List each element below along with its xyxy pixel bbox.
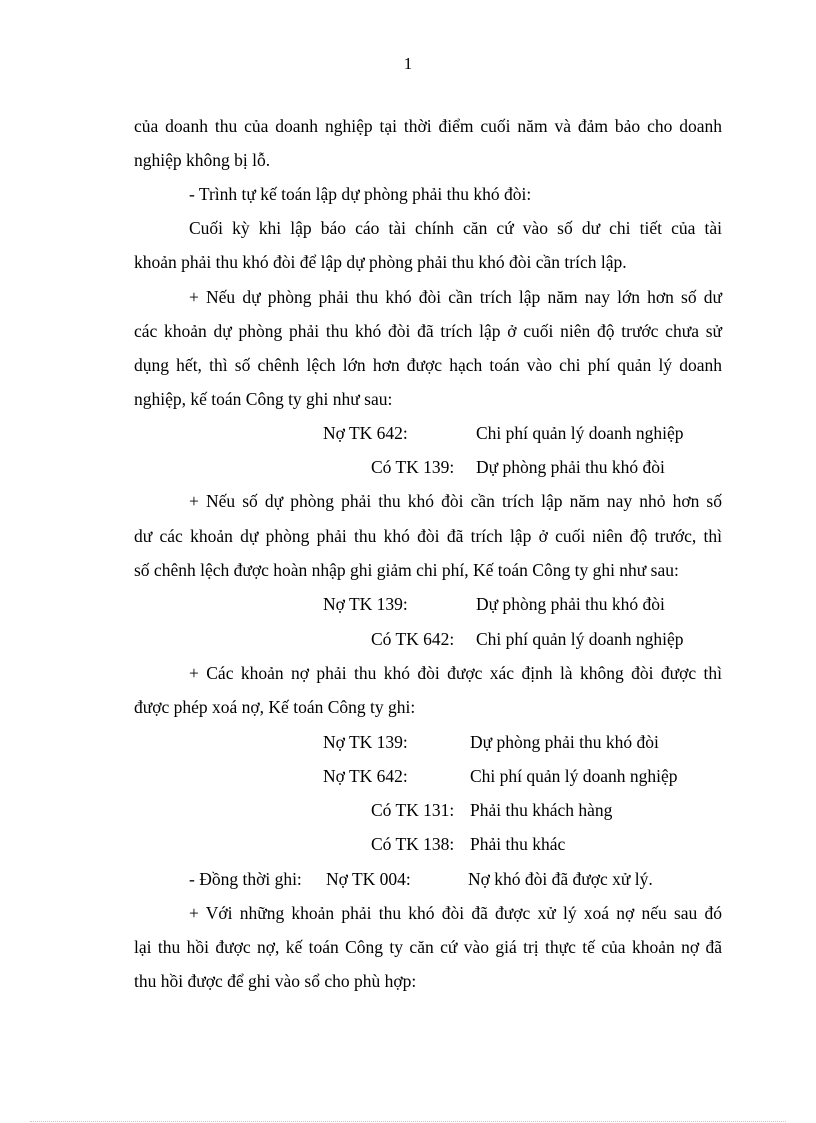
credit-account: Có TK 138: <box>371 834 455 854</box>
debit-description: Nợ khó đòi đã được xử lý. <box>468 869 653 889</box>
debit-description: Chi phí quản lý doanh nghiệp <box>476 423 684 443</box>
simultaneous-entry-label: - Đồng thời ghi: <box>189 869 302 889</box>
body-text-line: số chênh lệch được hoàn nhập ghi giảm chi phí, Kế toán Công ty ghi như sau: <box>134 560 679 580</box>
debit-description: Chi phí quản lý doanh nghiệp <box>470 766 678 786</box>
body-text-line: nghiệp, kế toán Công ty ghi như sau: <box>134 389 393 409</box>
credit-account: Có TK 642: <box>371 629 455 649</box>
body-text-line: của doanh thu của doanh nghiệp tại thời điểm cuối năm và đảm bảo cho doanh <box>134 116 722 136</box>
body-text-line: được phép xoá nợ, Kế toán Công ty ghi: <box>134 697 416 717</box>
credit-description: Chi phí quản lý doanh nghiệp <box>476 629 684 649</box>
debit-account: Nợ TK 139: <box>323 594 408 614</box>
credit-description: Phải thu khách hàng <box>470 800 613 820</box>
credit-account: Có TK 139: <box>371 457 455 477</box>
debit-description: Dự phòng phải thu khó đòi <box>476 594 665 614</box>
credit-description: Phải thu khác <box>470 834 566 854</box>
body-text-line: nghiệp không bị lỗ. <box>134 150 271 170</box>
body-text-line: dụng hết, thì số chênh lệch lớn hơn được hạch toán vào chi phí quản lý doanh <box>134 355 722 375</box>
page-bottom-rule <box>30 1121 786 1122</box>
body-text-line: + Nếu số dự phòng phải thu khó đòi cần trích lập năm nay nhỏ hơn số <box>189 491 722 511</box>
credit-account: Có TK 131: <box>371 800 455 820</box>
body-text-line: lại thu hồi được nợ, kế toán Công ty căn cứ vào giá trị thực tế của khoản nợ đã <box>134 937 722 957</box>
body-text-line: + Các khoản nợ phải thu khó đòi được xác định là không đòi được thì <box>189 663 722 683</box>
body-text-line: các khoản dự phòng phải thu khó đòi đã trích lập ở cuối niên độ trước chưa sử <box>134 321 722 341</box>
debit-account: Nợ TK 004: <box>326 869 411 889</box>
body-text-line: dư các khoản dự phòng phải thu khó đòi đã trích lập ở cuối niên độ trước, thì <box>134 526 722 546</box>
credit-description: Dự phòng phải thu khó đòi <box>476 457 665 477</box>
body-text-line: Cuối kỳ khi lập báo cáo tài chính căn cứ vào số dư chi tiết của tài <box>189 218 722 238</box>
debit-account: Nợ TK 642: <box>323 766 408 786</box>
debit-account: Nợ TK 642: <box>323 423 408 443</box>
page-number: 1 <box>403 54 413 73</box>
body-text-line: + Với những khoản phải thu khó đòi đã được xử lý xoá nợ nếu sau đó <box>189 903 722 923</box>
body-text-line: + Nếu dự phòng phải thu khó đòi cần trích lập năm nay lớn hơn số dư <box>189 287 722 307</box>
section-heading: - Trình tự kế toán lập dự phòng phải thu khó đòi: <box>189 184 532 204</box>
debit-description: Dự phòng phải thu khó đòi <box>470 732 659 752</box>
body-text-line: thu hồi được để ghi vào sổ cho phù hợp: <box>134 971 417 991</box>
body-text-line: khoản phải thu khó đòi để lập dự phòng phải thu khó đòi cần trích lập. <box>134 252 627 272</box>
debit-account: Nợ TK 139: <box>323 732 408 752</box>
